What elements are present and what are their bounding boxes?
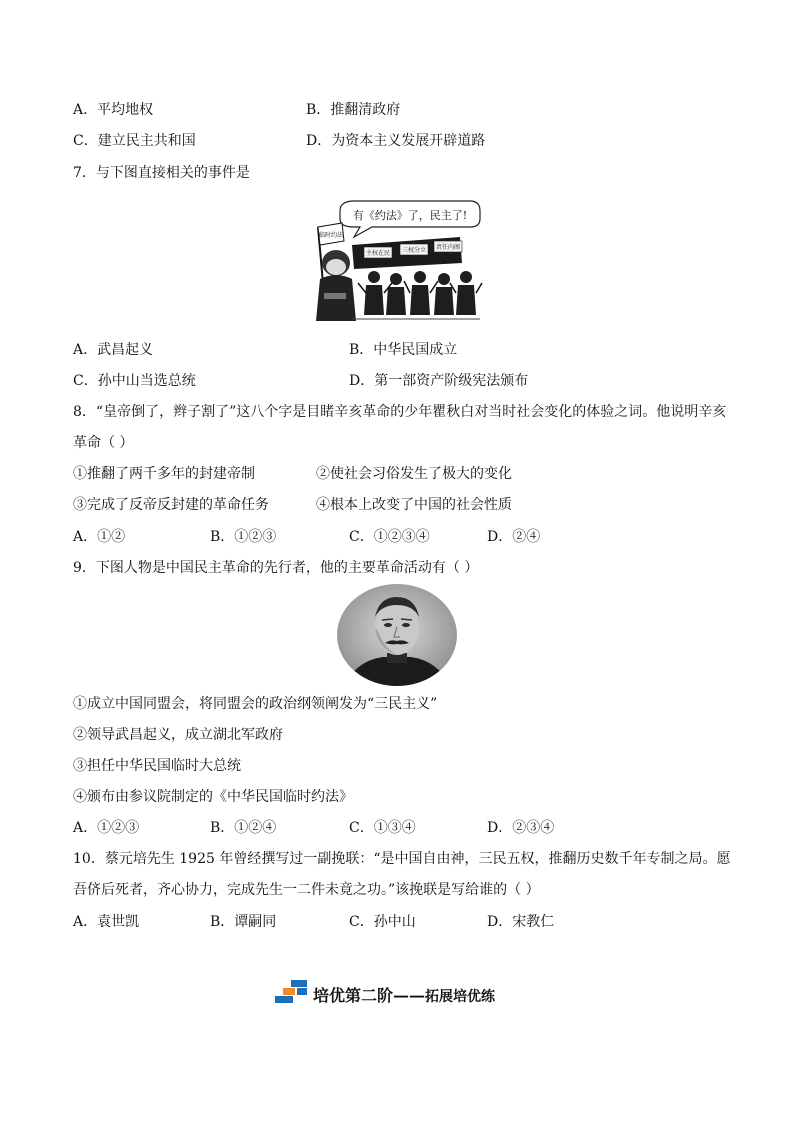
cartoon-flag-text: 临时约法 [318,232,344,239]
q8-item-1: ①推翻了两千多年的封建帝制 [73,466,255,482]
q9-option-d: D．②③④ [487,820,555,836]
q10-stem-line1: 10．蔡元培先生 1925 年曾经撰写过一副挽联：“是中国自由神，三民五权，推翻历史数千年专制之局。愿 [73,851,731,867]
q9-option-a: A．①②③ [73,820,140,836]
section-title-sub: 拓展培优练 [425,988,496,1005]
section-stairs-icon [275,980,307,1008]
section-header [275,982,495,1006]
cartoon-sign-1: 主权在民 [365,250,391,257]
cartoon-sign-2: 三权分立 [401,247,427,254]
portrait-image [335,583,459,688]
q6-option-b: B．推翻清政府 [306,102,401,118]
q7-option-b: B．中华民国成立 [349,342,458,358]
political-cartoon-image [312,197,484,325]
q7-option-c: C．孙中山当选总统 [73,373,196,389]
q9-item-3: ③担任中华民国临时大总统 [73,758,241,774]
q10-option-d: D．宋教仁 [487,914,555,930]
q6-option-c: C．建立民主共和国 [73,133,196,149]
q8-stem-line2: 革命（ ） [73,435,134,451]
q8-option-b: B．①②③ [210,529,277,545]
q10-option-a: A．袁世凯 [73,914,140,930]
q8-stem-line1: 8．“皇帝倒了，辫子割了”这八个字是目睹辛亥革命的少年瞿秋白对当时社会变化的体验之词。他说明辛亥 [73,404,727,420]
q10-option-c: C．孙中山 [349,914,416,930]
q7-option-d: D．第一部资产阶级宪法颁布 [349,373,529,389]
q7-option-a: A．武昌起义 [73,342,154,358]
q9-item-4: ④颁布由参议院制定的《中华民国临时约法》 [73,789,353,805]
q6-option-d: D．为资本主义发展开辟道路 [306,133,486,149]
q8-option-a: A．①② [73,529,126,545]
q9-item-2: ②领导武昌起义，成立湖北军政府 [73,727,283,743]
q8-option-c: C．①②③④ [349,529,430,545]
cartoon-bubble-text: 有《约法》了，民主了! [352,209,468,222]
q9-option-b: B．①②④ [210,820,277,836]
cartoon-sign-3: 责任内阁 [435,244,461,251]
section-title-dash: —— [393,985,426,1005]
q7-stem: 7．与下图直接相关的事件是 [73,165,250,181]
q6-option-a: A．平均地权 [73,102,154,118]
q8-item-2: ②使社会习俗发生了极大的变化 [316,466,512,482]
q10-option-b: B．谭嗣同 [210,914,277,930]
section-title-text [313,983,495,1006]
q9-stem: 9．下图人物是中国民主革命的先行者，他的主要革命活动有（ ） [73,560,479,576]
q9-option-c: C．①③④ [349,820,416,836]
q10-stem-line2: 吾侪后死者，齐心协力，完成先生一二件未竟之功。”该挽联是写给谁的（ ） [73,882,540,898]
q8-item-4: ④根本上改变了中国的社会性质 [316,497,512,513]
q9-item-1: ①成立中国同盟会，将同盟会的政治纲领阐发为“三民主义” [73,696,438,712]
q8-item-3: ③完成了反帝反封建的革命任务 [73,497,269,513]
q8-option-d: D．②④ [487,529,541,545]
section-title-main: 培优第二阶 [313,985,394,1005]
